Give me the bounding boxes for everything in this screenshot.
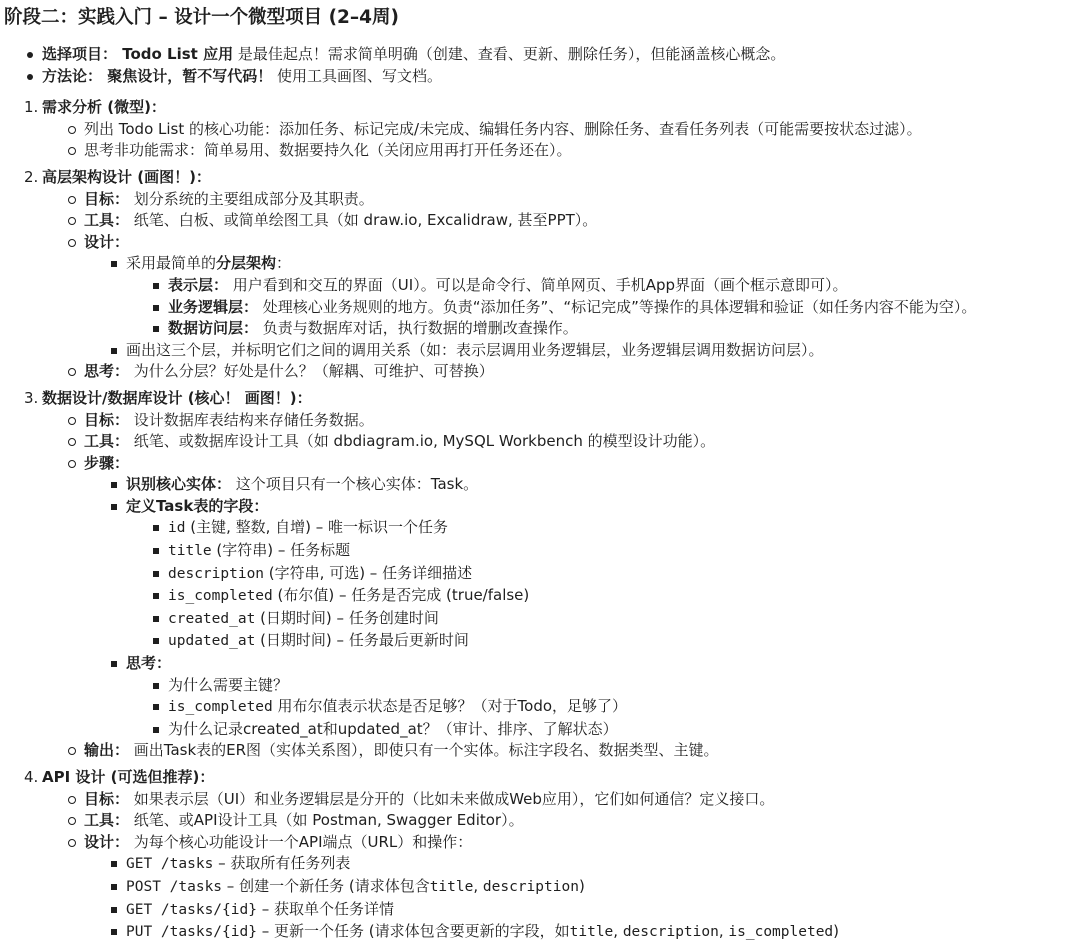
list-item: 思考： 为什么分层？好处是什么？（解耦、可维护、可替换） xyxy=(84,361,1078,383)
list-item: 目标： 如果表示层（UI）和业务逻辑层是分开的（比如未来做成Web应用），它们如何通信？定义接口。 xyxy=(84,789,1078,811)
field-item: description (字符串, 可选) – 任务详细描述 xyxy=(168,563,1078,586)
list-item: 表示层： 用户看到和交互的界面（UI）。可以是命令行、简单网页、手机App界面（画个框示意即可）。 xyxy=(168,275,1078,297)
list-item: 设计： xyxy=(84,232,1078,254)
list-item: 思考非功能需求：简单易用、数据要持久化（关闭应用再打开任务还在）。 xyxy=(84,140,1078,162)
list-item: 数据访问层： 负责与数据库对话，执行数据的增删改查操作。 xyxy=(168,318,1078,340)
bullet xyxy=(27,52,33,58)
list-item: 画出这三个层，并标明它们之间的调用关系（如：表示层调用业务逻辑层，业务逻辑层调用数据访问层）。 xyxy=(126,340,1078,362)
list-item: 业务逻辑层： 处理核心业务规则的地方。负责“添加任务”、“标记完成”等操作的具体逻辑和验证（如任务内容不能为空）。 xyxy=(168,297,1078,319)
section-heading: 3. 数据设计/数据库设计 (核心！ 画图！)： xyxy=(24,388,312,407)
section-heading: 1. 需求分析 (微型)： xyxy=(24,98,166,117)
field-item: id (主键, 整数, 自增) – 唯一标识一个任务 xyxy=(168,517,1078,540)
endpoint-item: GET /tasks/{id} – 获取单个任务详情 xyxy=(126,899,1078,922)
list-item: 定义Task表的字段： xyxy=(126,496,1078,518)
intro-item: 方法论： 聚焦设计，暂不写代码！ 使用工具画图、写文档。 xyxy=(42,66,1078,88)
list-item: 输出： 画出Task表的ER图（实体关系图），即使只有一个实体。标注字段名、数据类型、主键。 xyxy=(84,740,1078,762)
page-title: 阶段二：实践入门 – 设计一个微型项目 (2–4周) xyxy=(4,7,399,28)
intro-item: 选择项目： Todo List 应用 是最佳起点！需求简单明确（创建、查看、更新、删除任务），但能涵盖核心概念。 xyxy=(42,44,1078,66)
field-item: is_completed (布尔值) – 任务是否完成 (true/false) xyxy=(168,585,1078,608)
list-item: 工具： 纸笔、或API设计工具（如 Postman, Swagger Editor）。 xyxy=(84,810,1078,832)
endpoint-item: POST /tasks – 创建一个新任务 (请求体包含title, description) xyxy=(126,876,1078,899)
list-item: 设计： 为每个核心功能设计一个API端点（URL）和操作： xyxy=(84,832,1078,854)
list-item: 采用最简单的分层架构： xyxy=(126,253,1078,275)
section-heading: 4. API 设计 (可选但推荐)： xyxy=(24,768,215,786)
list-item: 工具： 纸笔、白板、或简单绘图工具（如 draw.io, Excalidraw, 甚至PPT）。 xyxy=(84,210,1078,232)
field-item: created_at (日期时间) – 任务创建时间 xyxy=(168,608,1078,631)
field-item: title (字符串) – 任务标题 xyxy=(168,540,1078,563)
list-item: 为什么记录created_at和updated_at？（审计、排序、了解状态） xyxy=(168,719,1078,741)
endpoint-item: PUT /tasks/{id} – 更新一个任务 (请求体包含要更新的字段，如title, description, is_completed) xyxy=(126,921,1078,944)
list-item: 列出 Todo List 的核心功能：添加任务、标记完成/未完成、编辑任务内容、删除任务、查看任务列表（可能需要按状态过滤）。 xyxy=(84,119,1078,141)
endpoint-item: GET /tasks – 获取所有任务列表 xyxy=(126,853,1078,876)
list-item: 思考： xyxy=(126,653,1078,675)
list-item: 识别核心实体： 这个项目只有一个核心实体：Task。 xyxy=(126,474,1078,496)
list-item: 步骤： xyxy=(84,453,1078,475)
list-item: 为什么需要主键？ xyxy=(168,675,1078,697)
field-item: updated_at (日期时间) – 任务最后更新时间 xyxy=(168,630,1078,653)
list-item: is_completed 用布尔值表示状态是否足够？（对于Todo，足够了） xyxy=(168,696,1078,719)
bullet xyxy=(27,74,33,80)
list-item: 目标： 划分系统的主要组成部分及其职责。 xyxy=(84,189,1078,211)
list-item: 目标： 设计数据库表结构来存储任务数据。 xyxy=(84,410,1078,432)
section-heading: 2. 高层架构设计 (画图！)： xyxy=(24,167,211,186)
list-item: 工具： 纸笔、或数据库设计工具（如 dbdiagram.io, MySQL Workbench 的模型设计功能）。 xyxy=(84,431,1078,453)
